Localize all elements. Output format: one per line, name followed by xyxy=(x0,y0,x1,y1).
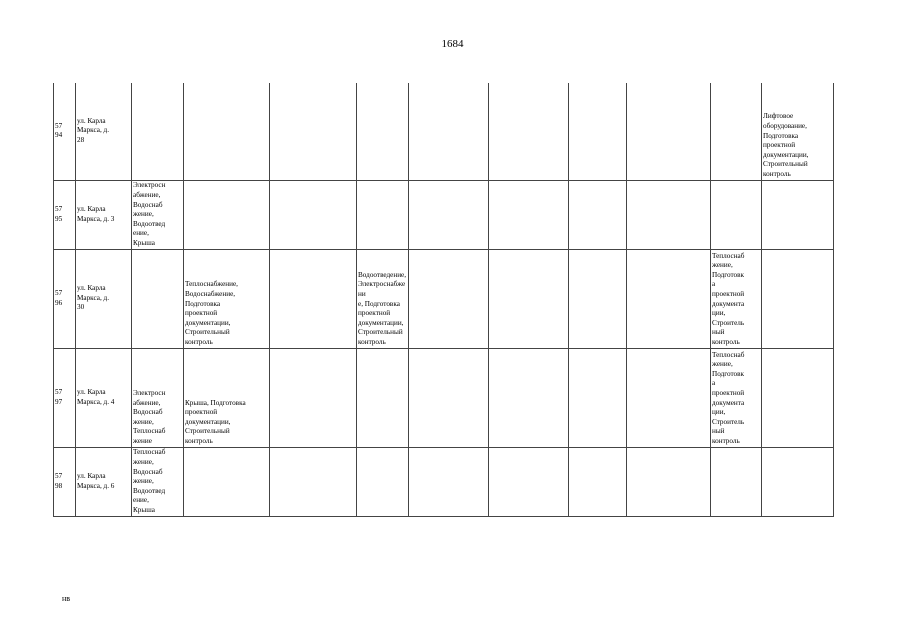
work-cell xyxy=(357,83,409,180)
work-cell: Электросн абжение, Водоснаб жение, Теплоснаб жение xyxy=(132,348,184,447)
footer-mark: нв xyxy=(62,594,71,603)
work-cell xyxy=(270,348,357,447)
work-cell xyxy=(270,83,357,180)
work-cell xyxy=(270,180,357,249)
work-cell xyxy=(409,180,489,249)
work-cell xyxy=(184,83,270,180)
work-cell xyxy=(627,180,711,249)
work-cell xyxy=(762,180,834,249)
work-cell xyxy=(569,348,627,447)
work-cell xyxy=(489,249,569,348)
work-cell xyxy=(184,447,270,516)
works-table xyxy=(53,83,834,517)
work-cell xyxy=(762,447,834,516)
work-cell xyxy=(409,249,489,348)
work-cell: Теплоснаб жение, Подготовк а проектной документа ции, Строитель ный контроль xyxy=(711,348,762,447)
work-cell xyxy=(132,249,184,348)
work-cell xyxy=(627,447,711,516)
work-cell xyxy=(711,447,762,516)
work-cell xyxy=(569,249,627,348)
work-cell xyxy=(489,447,569,516)
work-cell xyxy=(762,348,834,447)
work-cell: Электросн абжение, Водоснаб жение, Водоотвед ение, Крыша xyxy=(132,180,184,249)
work-cell: Водоотведение, Электроснабжени е, Подготовка проектной документации, Строительный контроль xyxy=(357,249,409,348)
work-cell: Лифтовое оборудование, Подготовка проектной документации, Строительный контроль xyxy=(762,83,834,180)
work-cell xyxy=(357,348,409,447)
address-cell: ул. Карла Маркса, д. 30 xyxy=(76,249,132,348)
work-cell xyxy=(409,447,489,516)
row-number-cell: 57 98 xyxy=(54,447,76,516)
work-cell xyxy=(489,83,569,180)
address-cell: ул. Карла Маркса, д. 4 xyxy=(76,348,132,447)
work-cell xyxy=(489,348,569,447)
work-cell xyxy=(711,83,762,180)
work-cell: Теплоснаб жение, Подготовк а проектной документа ции, Строитель ный контроль xyxy=(711,249,762,348)
row-number-cell: 57 96 xyxy=(54,249,76,348)
work-cell xyxy=(569,83,627,180)
work-cell xyxy=(762,249,834,348)
row-number-cell: 57 94 xyxy=(54,83,76,180)
table-row xyxy=(54,83,834,180)
work-cell xyxy=(409,83,489,180)
page-number: 1684 xyxy=(441,38,464,50)
work-cell xyxy=(627,249,711,348)
work-cell xyxy=(627,348,711,447)
work-cell xyxy=(711,180,762,249)
work-cell xyxy=(270,249,357,348)
work-cell xyxy=(409,348,489,447)
table-row xyxy=(54,447,834,516)
address-cell: ул. Карла Маркса, д. 3 xyxy=(76,180,132,249)
work-cell xyxy=(357,180,409,249)
row-number-cell: 57 97 xyxy=(54,348,76,447)
work-cell xyxy=(357,447,409,516)
work-cell xyxy=(569,447,627,516)
work-cell xyxy=(270,447,357,516)
work-cell xyxy=(184,180,270,249)
table-row xyxy=(54,348,834,447)
work-cell xyxy=(627,83,711,180)
table-row xyxy=(54,180,834,249)
table-row xyxy=(54,249,834,348)
work-cell xyxy=(569,180,627,249)
work-cell xyxy=(132,83,184,180)
address-cell: ул. Карла Маркса, д. 28 xyxy=(76,83,132,180)
work-cell: Теплоснаб жение, Водоснаб жение, Водоотвед ение, Крыша xyxy=(132,447,184,516)
work-cell xyxy=(489,180,569,249)
address-cell: ул. Карла Маркса, д. 6 xyxy=(76,447,132,516)
work-cell: Теплоснабжение, Водоснабжение, Подготовка проектной документации, Строительный контроль xyxy=(184,249,270,348)
row-number-cell: 57 95 xyxy=(54,180,76,249)
work-cell: Крыша, Подготовка проектной документации, Строительный контроль xyxy=(184,348,270,447)
